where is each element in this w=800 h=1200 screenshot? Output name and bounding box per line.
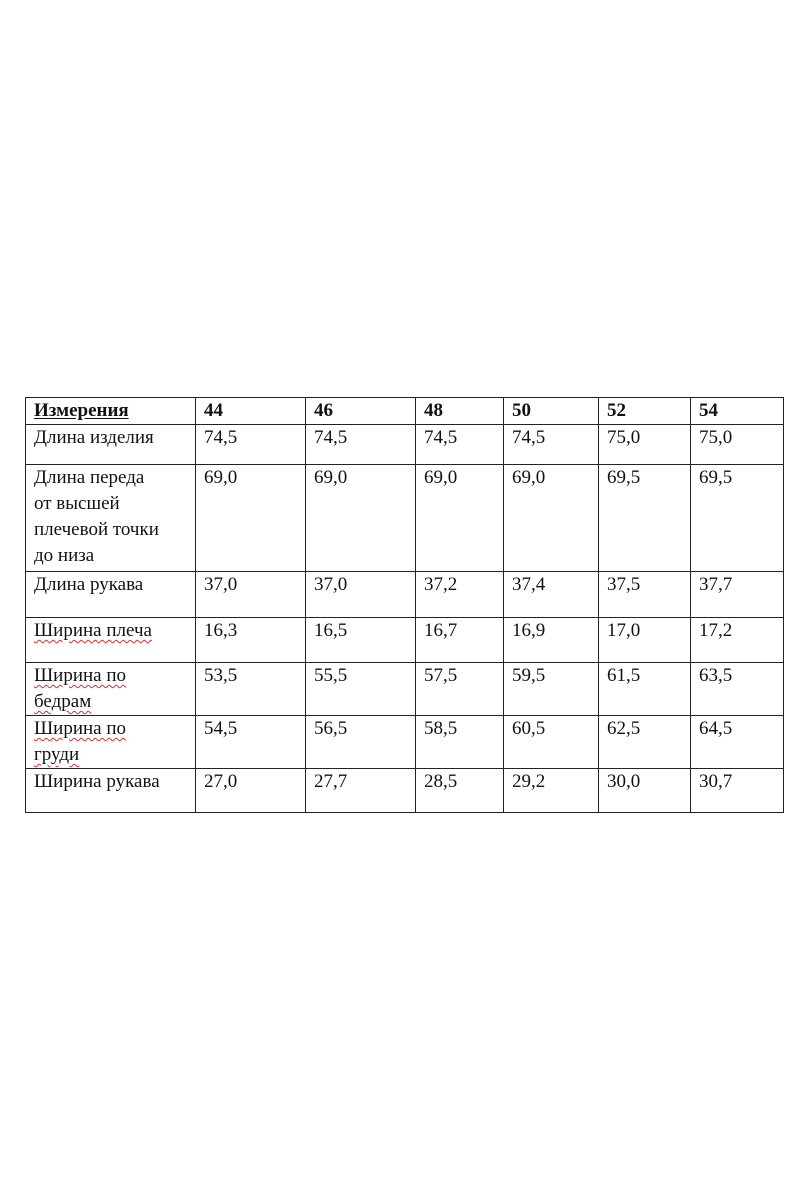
table-cell: 74,5 bbox=[504, 425, 599, 465]
table-cell: 17,2 bbox=[691, 618, 784, 663]
table-cell: 63,5 bbox=[691, 663, 784, 716]
table-cell: 75,0 bbox=[599, 425, 691, 465]
table-cell: 37,0 bbox=[306, 572, 416, 618]
table-row bbox=[26, 465, 784, 572]
table-cell: 37,4 bbox=[504, 572, 599, 618]
table-cell: 62,5 bbox=[599, 716, 691, 769]
header-measurements bbox=[26, 398, 196, 425]
header-measurements-label: Измерения bbox=[34, 400, 129, 421]
table-cell: 61,5 bbox=[599, 663, 691, 716]
header-size: 48 bbox=[416, 398, 504, 425]
table-cell: 69,0 bbox=[196, 465, 306, 572]
table-cell: 37,5 bbox=[599, 572, 691, 618]
table-row bbox=[26, 618, 784, 663]
table-cell: 37,7 bbox=[691, 572, 784, 618]
table-cell: 17,0 bbox=[599, 618, 691, 663]
table-cell: 54,5 bbox=[196, 716, 306, 769]
table-cell: 60,5 bbox=[504, 716, 599, 769]
table-cell: 69,5 bbox=[691, 465, 784, 572]
table-cell: 69,0 bbox=[504, 465, 599, 572]
size-chart-table bbox=[25, 397, 784, 813]
table-cell: 59,5 bbox=[504, 663, 599, 716]
table-cell: 53,5 bbox=[196, 663, 306, 716]
table-cell: 30,0 bbox=[599, 769, 691, 813]
header-size: 44 bbox=[196, 398, 306, 425]
row-label: Ширина плеча bbox=[26, 618, 196, 663]
row-label: Длина переда от высшей плечевой точки до низа bbox=[26, 465, 196, 572]
table-cell: 28,5 bbox=[416, 769, 504, 813]
table-row bbox=[26, 572, 784, 618]
table-header-row bbox=[26, 398, 784, 425]
table-cell: 37,0 bbox=[196, 572, 306, 618]
table-row bbox=[26, 425, 784, 465]
table-row bbox=[26, 769, 784, 813]
table-cell: 69,0 bbox=[416, 465, 504, 572]
row-label: Длина изделия bbox=[26, 425, 196, 465]
table-cell: 57,5 bbox=[416, 663, 504, 716]
table-cell: 69,5 bbox=[599, 465, 691, 572]
table-cell: 30,7 bbox=[691, 769, 784, 813]
header-size: 54 bbox=[691, 398, 784, 425]
table-cell: 69,0 bbox=[306, 465, 416, 572]
row-label: Ширина по груди bbox=[26, 716, 196, 769]
header-size: 46 bbox=[306, 398, 416, 425]
table-cell: 27,0 bbox=[196, 769, 306, 813]
table-cell: 55,5 bbox=[306, 663, 416, 716]
table-cell: 27,7 bbox=[306, 769, 416, 813]
table-cell: 16,3 bbox=[196, 618, 306, 663]
table-cell: 29,2 bbox=[504, 769, 599, 813]
table-cell: 16,7 bbox=[416, 618, 504, 663]
row-label: Длина рукава bbox=[26, 572, 196, 618]
table-cell: 37,2 bbox=[416, 572, 504, 618]
table-cell: 74,5 bbox=[416, 425, 504, 465]
table-cell: 74,5 bbox=[196, 425, 306, 465]
table-row bbox=[26, 716, 784, 769]
table-cell: 16,9 bbox=[504, 618, 599, 663]
row-label: Ширина по бедрам bbox=[26, 663, 196, 716]
table-cell: 74,5 bbox=[306, 425, 416, 465]
table-row bbox=[26, 663, 784, 716]
table-cell: 64,5 bbox=[691, 716, 784, 769]
table-cell: 75,0 bbox=[691, 425, 784, 465]
table-cell: 58,5 bbox=[416, 716, 504, 769]
header-size: 52 bbox=[599, 398, 691, 425]
table-cell: 56,5 bbox=[306, 716, 416, 769]
row-label: Ширина рукава bbox=[26, 769, 196, 813]
header-size: 50 bbox=[504, 398, 599, 425]
table-cell: 16,5 bbox=[306, 618, 416, 663]
